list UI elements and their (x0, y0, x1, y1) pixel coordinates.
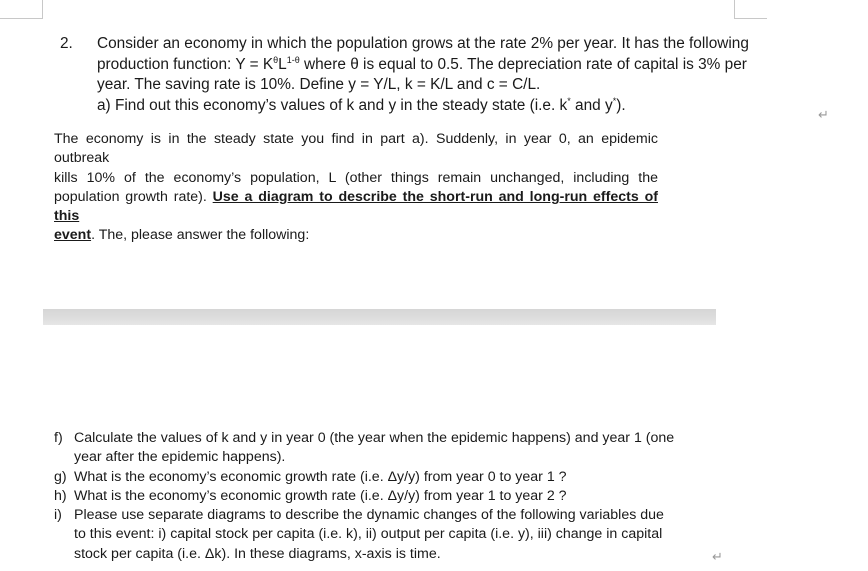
crop-mark-top-right (734, 0, 767, 19)
sub-question-i: i) Please use separate diagrams to describe the dynamic changes of the following variables due to this event: i) capital stock per capita (i.e. k), ii) output per capita (i.e. y), iii) change in capital stock per capita (i.e. Δk). In these diagrams, x-axis is time. (54, 507, 664, 562)
sub-question-f: f) Calculate the values of k and y in year 0 (the year when the epidemic happens) and year 1 (one year after the epidemic happens). (54, 430, 675, 466)
paragraph-line-1: The economy is in the steady state you find in part a). Suddenly, in year 0, an epidemic outbreak (54, 131, 658, 167)
sub-questions-list (54, 429, 674, 564)
page-separator-bar (43, 309, 716, 325)
paragraph-line-4: event. The, please answer the following: (54, 227, 310, 244)
sub-question-g: g) What is the economy’s economic growth rate (i.e. Δy/y) from year 0 to year 1 ? (54, 468, 567, 485)
paragraph-line-3: population growth rate). Use a diagram to describe the short-run and long-run effects of this (54, 188, 658, 225)
paragraph-line-2: kills 10% of the economy’s population, L (other things remain unchanged, including the (54, 169, 658, 186)
paragraph-return-mark: ↵ (818, 107, 829, 122)
question-part-a: a) Find out this economy’s values of k and y in the steady state (i.e. k* and y*). (97, 95, 626, 114)
sub-question-h: h) What is the economy’s economic growth rate (i.e. Δy/y) from year 1 to year 2 ? (54, 487, 567, 504)
question-number: 2. (60, 35, 73, 52)
question-line-3: year. The saving rate is 10%. Define y = Y/L, k = K/L and c = C/L. (97, 76, 541, 93)
question-line-1: Consider an economy in which the population grows at the rate 2% per year. It has the following (97, 35, 749, 52)
question-line-2: production function: $Y = K^\theta L^{1-\theta}$ where θ is equal to 0.5. The depreciation rate of capital is 3% per (97, 54, 747, 73)
question-text (97, 34, 797, 116)
crop-mark-top-left (0, 0, 43, 19)
end-return-mark: ↵ (712, 549, 723, 564)
epidemic-paragraph (54, 130, 658, 246)
